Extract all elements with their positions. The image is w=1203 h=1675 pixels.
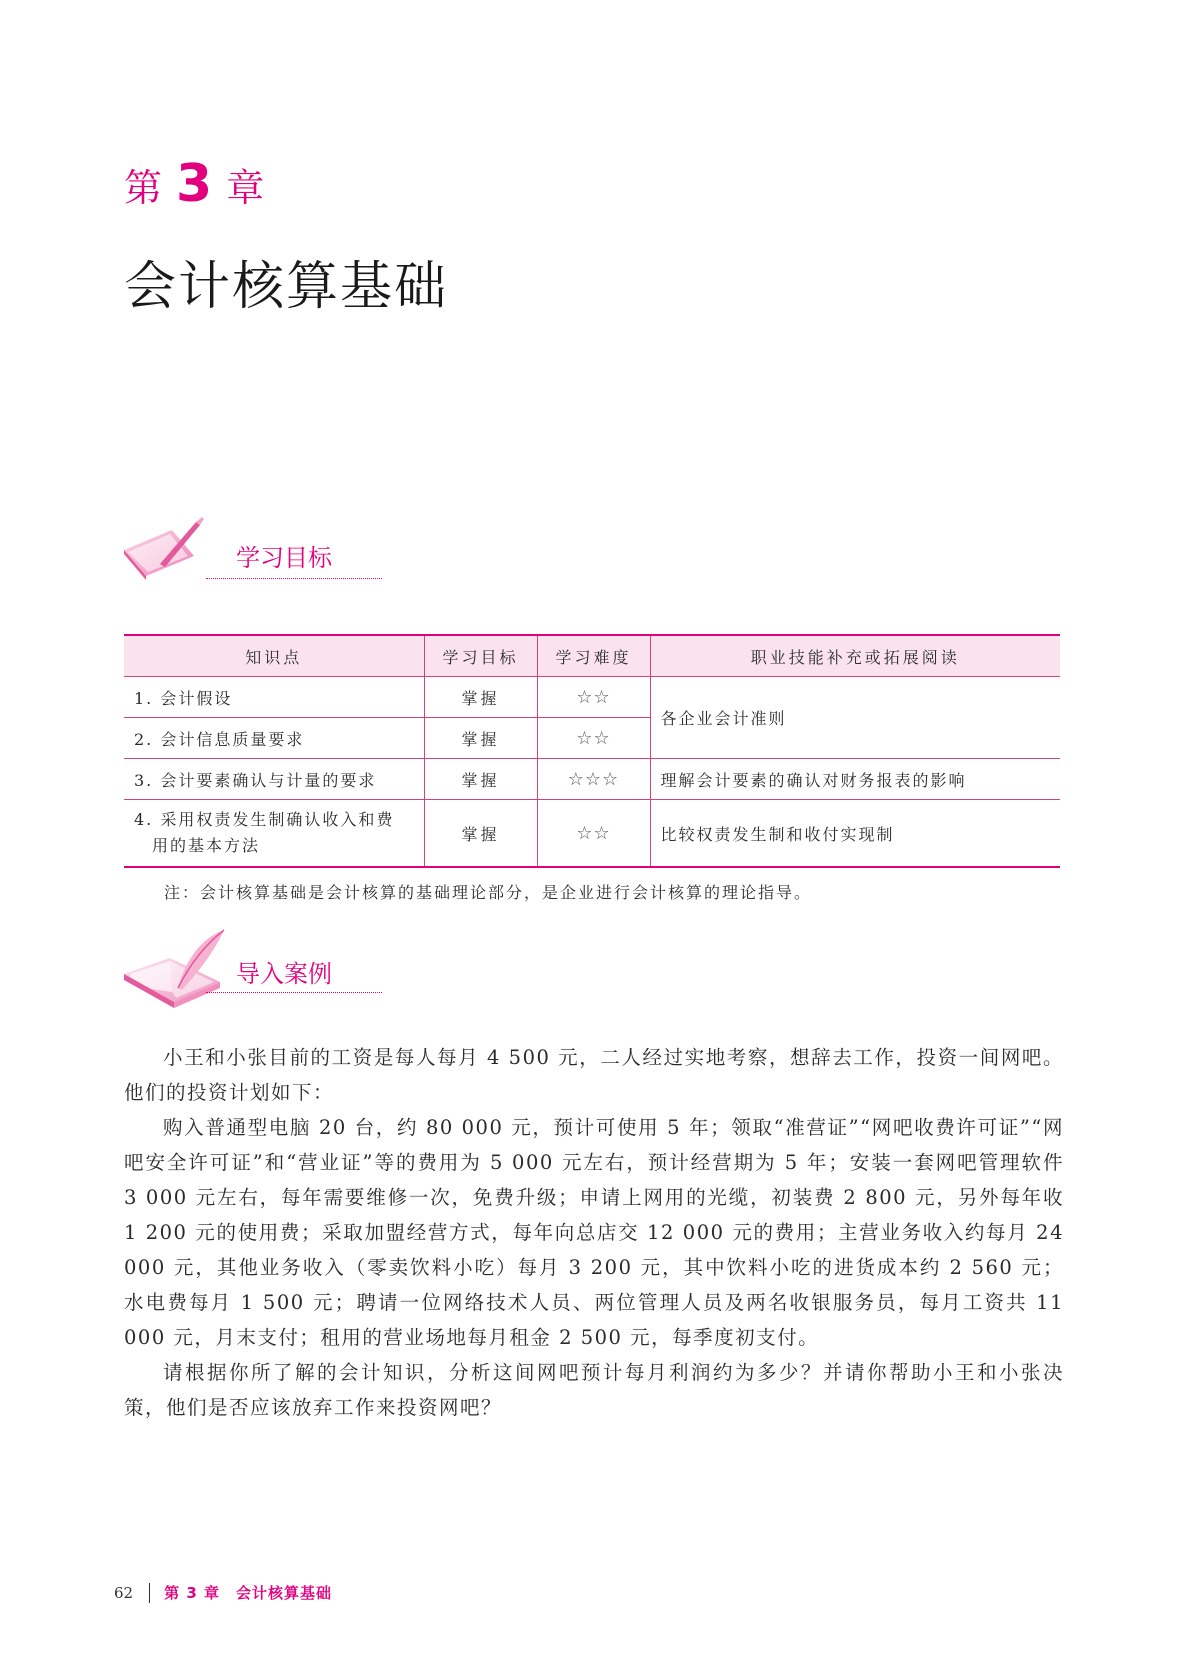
table-row [124, 800, 1060, 868]
case-paragraph: 请根据你所了解的会计知识，分析这间网吧预计每月利润约为多少？并请你帮助小王和小张决策，他们是否应该放弃工作来投资网吧？ [124, 1361, 1064, 1419]
knowledge-point: 1. 会计假设 [124, 677, 424, 718]
table-row [124, 759, 1060, 800]
table-header-row [124, 635, 1060, 677]
case-body [124, 1040, 1064, 1425]
objectives-heading [120, 516, 380, 596]
quill-and-open-book-icon [120, 928, 232, 1012]
extended-reading: 各企业会计准则 [650, 677, 1060, 759]
header-knowledge-point: 知识点 [124, 635, 424, 677]
learning-goal: 掌握 [424, 718, 537, 759]
table-row [124, 677, 1060, 718]
page-footer [114, 1582, 332, 1603]
table-note: 注：会计核算基础是会计核算的基础理论部分，是企业进行会计核算的理论指导。 [164, 883, 813, 902]
knowledge-point-line: 4. 采用权责发生制确认收入和费 [134, 810, 395, 829]
difficulty-stars: ☆☆ [537, 718, 650, 759]
difficulty-stars: ☆☆☆ [537, 759, 650, 800]
difficulty-stars: ☆☆ [537, 677, 650, 718]
learning-goal: 掌握 [424, 800, 537, 868]
heading-dotted-rule [206, 992, 382, 993]
case-heading [120, 928, 380, 1008]
chapter-suffix: 章 [226, 166, 265, 210]
page-number: 62 [114, 1583, 134, 1602]
case-paragraph: 小王和小张目前的工资是每人每月 4 500 元，二人经过实地考察，想辞去工作，投资一间网吧。他们的投资计划如下： [124, 1046, 1064, 1104]
knowledge-point: 3. 会计要素确认与计量的要求 [124, 759, 424, 800]
chapter-title: 会计核算基础 [124, 257, 449, 317]
header-difficulty: 学习难度 [537, 635, 650, 677]
case-paragraph: 购入普通型电脑 20 台，约 80 000 元，预计可使用 5 年；领取“准营证”“网吧收费许可证”“网吧安全许可证”和“营业证”等的费用为 5 000 元左右，预计经营期为 5 年；安装一套网吧管理软件 3 000 元左右，每年需要维修一次，免费升级；申请上网用的光缆，初装费 2 800 元，另外每年收 1 200 元的使用费；采取加盟经营方式，每年向总店交 12 000 元的费用；主营业务收入约每月 24 000 元，其他业务收入（零卖饮料小吃）每月 3 200 元，其中饮料小吃的进货成本约 2 560 元；水电费每月 1 500 元；聘请一位网络技术人员、两位管理人员及两名收银服务员，每月工资共 11 000 元，月末支付；租用的营业场地每月租金 2 500 元，每季度初支付。 [124, 1116, 1064, 1349]
objectives-table [124, 634, 1060, 868]
chapter-prefix: 第 [124, 166, 163, 210]
running-title: 第 3 章 会计核算基础 [164, 1584, 332, 1602]
header-learning-goal: 学习目标 [424, 635, 537, 677]
knowledge-point [124, 800, 424, 868]
learning-goal: 掌握 [424, 677, 537, 718]
case-heading-label: 导入案例 [236, 960, 332, 988]
objectives-heading-label: 学习目标 [236, 544, 332, 572]
extended-reading: 理解会计要素的确认对财务报表的影响 [650, 759, 1060, 800]
knowledge-point: 2. 会计信息质量要求 [124, 718, 424, 759]
header-extended-reading: 职业技能补充或拓展阅读 [650, 635, 1060, 677]
chapter-number: 3 [176, 154, 213, 214]
knowledge-point-line: 用的基本方法 [152, 836, 261, 855]
chapter-label [124, 154, 265, 214]
footer-divider [149, 1583, 150, 1603]
heading-dotted-rule [206, 578, 382, 579]
learning-goal: 掌握 [424, 759, 537, 800]
pen-and-notebook-icon [120, 516, 210, 586]
extended-reading: 比较权责发生制和收付实现制 [650, 800, 1060, 868]
difficulty-stars: ☆☆ [537, 800, 650, 868]
